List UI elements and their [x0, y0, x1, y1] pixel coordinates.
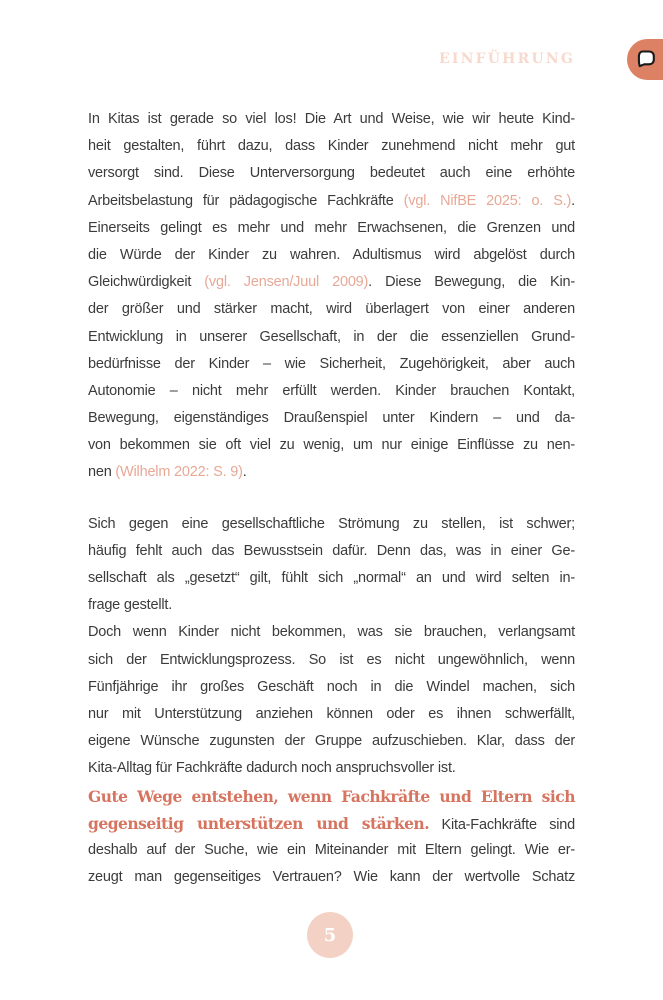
body-text-segment: . [242, 464, 247, 481]
citation-text: (vgl. NifBE 2025: o. S.) [403, 192, 572, 209]
text-line [88, 619, 575, 646]
text-line [88, 160, 575, 187]
text-line [88, 405, 575, 432]
text-line [88, 565, 575, 592]
text-line [88, 378, 575, 405]
text-line [88, 269, 575, 296]
page-number-badge [307, 912, 353, 958]
body-text-segment: zeugt man gegenseitiges Vertrauen? Wie kann der wertvolle Schatz [88, 869, 575, 886]
body-text-segment: Autonomie – nicht mehr erfüllt werden. Kinder brauchen Kontakt, [88, 382, 575, 399]
body-text-segment: versorgt sind. Diese Unterversorgung bedeutet auch eine erhöhte [88, 165, 575, 182]
accent-bold-text: Gute Wege entstehen, wenn Fachkräfte und Eltern sich [88, 786, 575, 806]
speech-bubble-icon [635, 48, 657, 70]
body-text-segment: sellschaft als „gesetzt“ gilt, fühlt sich „normal“ an und wird selten in- [88, 570, 575, 586]
body-text-segment: eigene Wünsche zugunsten der Gruppe aufzuschieben. Klar, dass der [88, 733, 575, 750]
paragraph [88, 511, 575, 892]
body-text-segment: . [571, 192, 575, 209]
text-line [88, 106, 575, 133]
text-line [88, 701, 575, 728]
text-line [88, 511, 575, 538]
text-line [88, 755, 575, 782]
body-text-segment: Arbeitsbelastung für pädagogische Fachkräfte [88, 192, 404, 209]
body-text-segment: frage gestellt. [88, 597, 173, 614]
body-text-segment: In Kitas ist gerade so viel los! Die Art und Weise, wie wir heute Kind- [88, 111, 575, 127]
text-line [88, 188, 575, 215]
body-text-segment: von bekommen sie oft viel zu wenig, um nur einige Einflüsse zu nen- [88, 437, 575, 454]
text-line [88, 728, 575, 755]
body-text-segment: häufig fehlt auch das Bewusstsein dafür. Denn das, was in einer Ge- [88, 542, 575, 559]
citation-text: (vgl. Jensen/Juul 2009) [204, 274, 369, 291]
body-text-segment: Doch wenn Kinder nicht bekommen, was sie brauchen, verlangsamt [88, 624, 575, 641]
body-text-segment: nur mit Unterstützung anziehen können oder es ihnen schwerfällt, [88, 705, 575, 722]
page-number: 5 [323, 924, 337, 946]
body-text-segment: Einerseits gelingt es mehr und mehr Erwachsenen, die Grenzen und [88, 219, 575, 236]
body-text-segment: Bewegung, eigenständiges Draußenspiel unter Kindern – und da- [88, 410, 575, 427]
text-line [88, 783, 575, 810]
body-text-segment: die Würde der Kinder zu wahren. Adultismus wird abgelöst durch [88, 246, 575, 263]
body-text-segment: Fünfjährige ihr großes Geschäft noch in die Windel machen, sich [88, 678, 575, 695]
text-line [88, 810, 575, 837]
text-line [88, 432, 575, 459]
text-line [88, 592, 575, 619]
text-line [88, 215, 575, 242]
text-line [88, 351, 575, 378]
body-text-segment: Gleichwürdigkeit [88, 274, 205, 291]
chapter-header: EINFÜHRUNG [439, 51, 575, 67]
body-text-segment: Sich gegen eine gesellschaftliche Strömung zu stellen, ist schwer; [88, 515, 575, 532]
text-line [88, 133, 575, 160]
body-text-segment: heit gestalten, führt dazu, dass Kinder zunehmend nicht mehr gut [88, 138, 575, 155]
body-text-segment: nen [88, 464, 116, 481]
text-line [88, 324, 575, 351]
body-text [88, 106, 575, 891]
body-text-segment: . Diese Bewegung, die Kin- [368, 274, 575, 291]
body-text-segment: deshalb auf der Suche, wie ein Miteinander mit Eltern gelingt. Wie er- [88, 841, 575, 858]
text-line [88, 864, 575, 891]
text-line [88, 242, 575, 269]
text-line [88, 296, 575, 323]
body-text-segment: bedürfnisse der Kinder – wie Sicherheit, Zugehörigkeit, aber auch [88, 355, 575, 372]
text-line [88, 674, 575, 701]
text-line [88, 459, 575, 486]
body-text-segment: Entwicklung in unserer Gesellschaft, in der die essenziellen Grund- [88, 328, 575, 345]
body-text-segment: Kita-Alltag für Fachkräfte dadurch noch anspruchsvoller ist. [88, 760, 456, 777]
text-line [88, 837, 575, 864]
text-line [88, 647, 575, 674]
body-text-segment: der größer und stärker macht, wird überlagert von einer anderen [88, 301, 575, 318]
paragraph [88, 106, 575, 487]
body-text-segment: sich der Entwicklungsprozess. So ist es nicht ungewöhnlich, wenn [88, 651, 575, 668]
body-text-segment: Kita-Fachkräfte sind [429, 816, 575, 833]
brand-tab [627, 39, 663, 80]
citation-text: (Wilhelm 2022: S. 9) [115, 464, 243, 481]
text-line [88, 538, 575, 565]
accent-bold-text: gegenseitig unterstützen und stärken. [88, 813, 430, 833]
